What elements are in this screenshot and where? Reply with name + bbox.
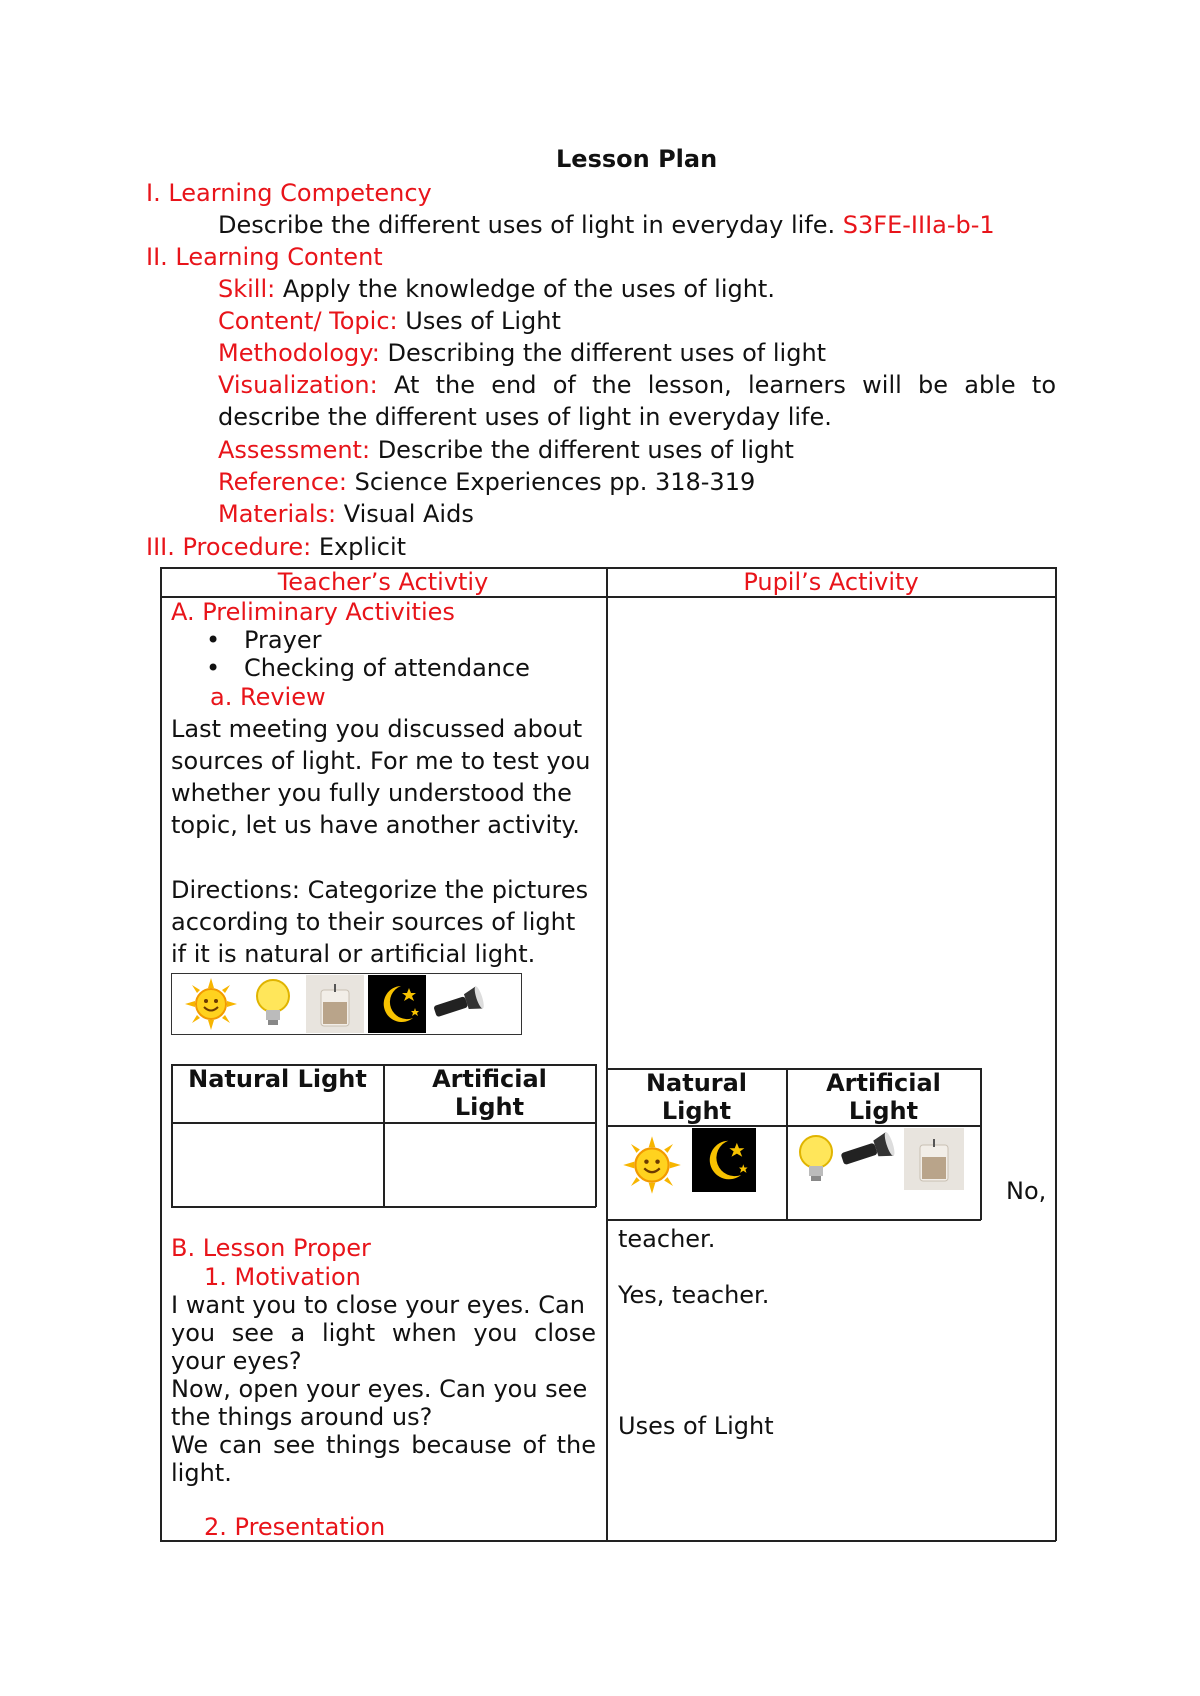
review-line: topic, let us have another activity. xyxy=(171,811,580,839)
motivation-line: Now, open your eyes. Can you see xyxy=(171,1375,588,1403)
moon-icon xyxy=(368,975,426,1033)
pupil-answer-teacher: teacher. xyxy=(618,1225,716,1253)
bullet-prayer xyxy=(206,626,321,654)
content-label: Skill: xyxy=(218,275,276,303)
motivation-line: I want you to close your eyes. Can xyxy=(171,1291,585,1319)
sun-icon xyxy=(182,975,240,1033)
motivation-line: you see a light when you close xyxy=(171,1319,596,1347)
competency-text: Describe the different uses of light in everyday life. xyxy=(218,211,836,239)
bullet-attendance xyxy=(206,654,530,682)
inner-table-line xyxy=(980,1068,982,1220)
pupil-artificial-header: Artificial xyxy=(826,1069,941,1097)
procedure-label: III. Procedure: xyxy=(146,533,312,561)
content-value: Apply the knowledge of the uses of light. xyxy=(282,275,775,303)
directions-line: Directions: Categorize the pictures xyxy=(171,876,589,904)
competency-code: S3FE-IIIa-b-1 xyxy=(842,211,995,239)
table-column-divider xyxy=(606,567,608,1541)
page-title: Lesson Plan xyxy=(556,145,718,173)
content-label: Assessment: xyxy=(218,436,371,464)
table-border-right xyxy=(1055,567,1057,1541)
pupil-answer-no: No, xyxy=(1006,1177,1047,1205)
content-assessment xyxy=(218,435,794,465)
artificial-light-header: Artificial xyxy=(432,1065,547,1093)
bulb-icon xyxy=(796,1128,836,1192)
natural-light-header: Natural Light xyxy=(188,1065,367,1093)
directions-line: according to their sources of light xyxy=(171,908,576,936)
bullet-label: Prayer xyxy=(244,626,322,654)
content-topic xyxy=(218,306,561,336)
content-label: Methodology: xyxy=(218,339,380,367)
pupil-answer-yes: Yes, teacher. xyxy=(618,1281,770,1309)
inner-table-line xyxy=(595,1064,597,1207)
bullet-dot: • xyxy=(206,626,221,654)
content-value: Visual Aids xyxy=(343,500,474,528)
section-1-heading: I. Learning Competency xyxy=(146,179,432,207)
motivation-line: the things around us? xyxy=(171,1403,433,1431)
flashlight-icon xyxy=(430,975,488,1033)
review-heading: a. Review xyxy=(210,683,326,711)
table-border-left xyxy=(160,567,162,1541)
review-line: sources of light. For me to test you xyxy=(171,747,591,775)
pupil-natural-header: Natural xyxy=(645,1069,748,1097)
prelim-heading: A. Preliminary Activities xyxy=(171,598,455,626)
content-label: Reference: xyxy=(218,468,347,496)
pupil-natural-header-line2: Light xyxy=(661,1097,732,1125)
competency-line xyxy=(218,210,995,240)
content-visualization-cont: describe the different uses of light in everyday life. xyxy=(218,403,832,431)
content-visualization xyxy=(218,370,1056,400)
teacher-column-header: Teacher’s Activtiy xyxy=(277,568,489,596)
directions-line: if it is natural or artificial light. xyxy=(171,940,536,968)
moon-icon xyxy=(692,1128,756,1192)
content-value: Describing the different uses of light xyxy=(387,339,827,367)
content-value: Describe the different uses of light xyxy=(377,436,794,464)
picture-strip xyxy=(171,973,522,1035)
content-label: Visualization: xyxy=(218,371,378,399)
content-skill xyxy=(218,274,775,304)
lesson-proper-heading: B. Lesson Proper xyxy=(171,1234,371,1262)
inner-table-line xyxy=(607,1125,981,1127)
content-materials xyxy=(218,499,474,529)
inner-table-line xyxy=(607,1219,981,1221)
section-3-heading xyxy=(146,532,406,562)
sun-icon xyxy=(619,1132,685,1198)
content-value: Science Experiences pp. 318-319 xyxy=(354,468,756,496)
presentation-heading: 2. Presentation xyxy=(204,1513,386,1541)
content-methodology xyxy=(218,338,826,368)
section-2-heading: II. Learning Content xyxy=(146,243,383,271)
content-label: Materials: xyxy=(218,500,337,528)
artificial-light-header-line2: Light xyxy=(454,1093,525,1121)
content-value: Uses of Light xyxy=(405,307,561,335)
content-value: At the end of the lesson, learners will be able to xyxy=(393,371,1057,399)
procedure-value: Explicit xyxy=(318,533,407,561)
review-line: whether you fully understood the xyxy=(171,779,572,807)
motivation-heading: 1. Motivation xyxy=(204,1263,361,1291)
pupil-column-header: Pupil’s Activity xyxy=(743,568,919,596)
content-label: Content/ Topic: xyxy=(218,307,398,335)
candle-icon xyxy=(306,975,364,1033)
bulb-icon xyxy=(244,975,302,1033)
content-reference xyxy=(218,467,755,497)
bullet-dot: • xyxy=(206,654,221,682)
pupil-answer-uses: Uses of Light xyxy=(618,1412,774,1440)
review-line: Last meeting you discussed about xyxy=(171,715,583,743)
motivation-line: your eyes? xyxy=(171,1347,302,1375)
pupil-artificial-header-line2: Light xyxy=(848,1097,919,1125)
candle-icon xyxy=(904,1128,964,1190)
motivation-line: We can see things because of the xyxy=(171,1431,596,1459)
motivation-line: light. xyxy=(171,1459,232,1487)
flashlight-icon xyxy=(836,1126,900,1176)
bullet-label: Checking of attendance xyxy=(244,654,530,682)
